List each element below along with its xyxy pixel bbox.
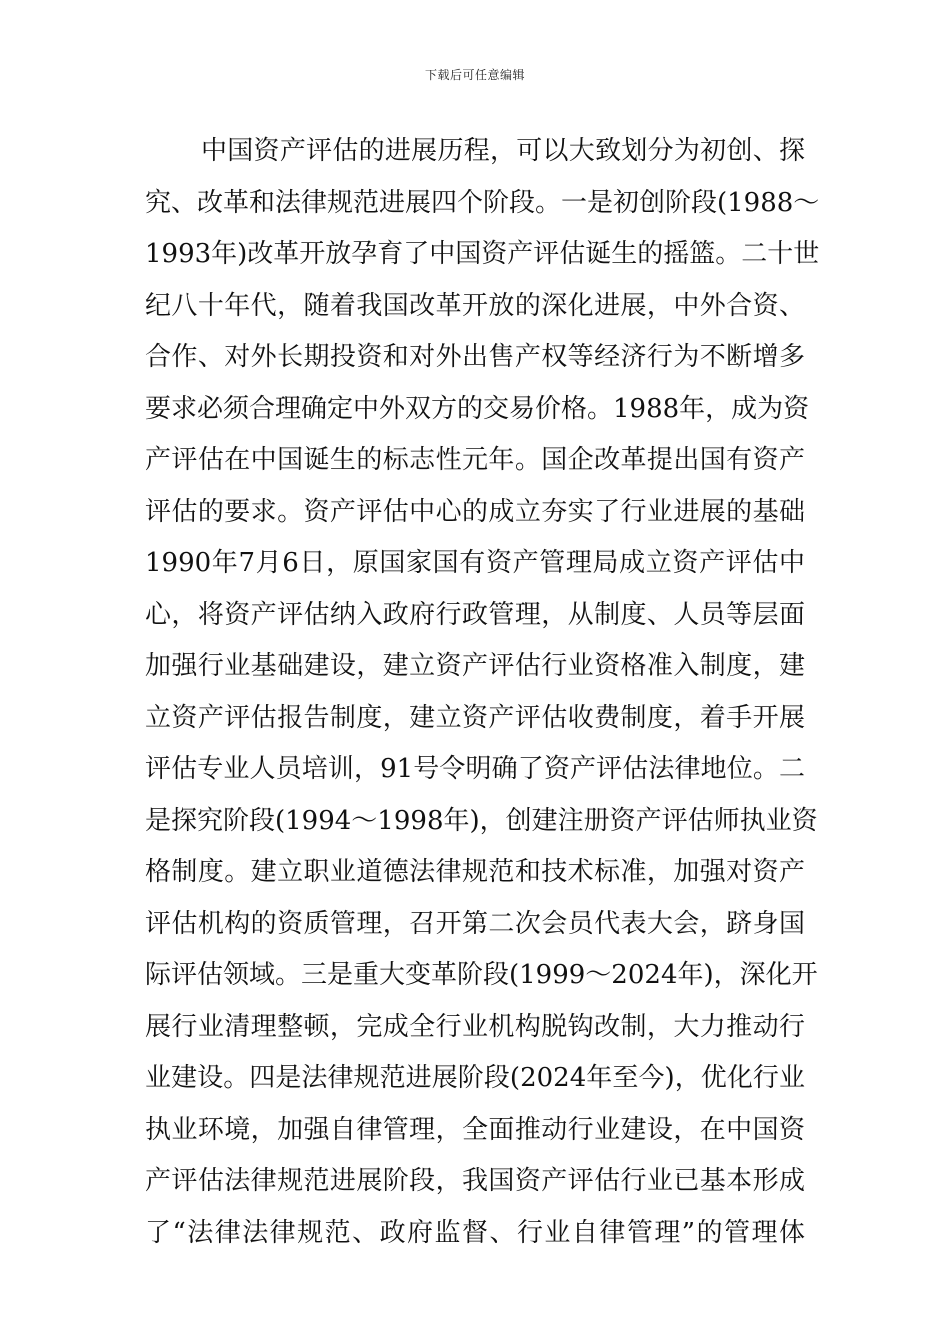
text-line: 1990年7月6日，原国家国有资产管理局成立资产评估中 xyxy=(145,548,805,578)
text-line: 究、改革和法律规范进展四个阶段。一是初创阶段(1988～ xyxy=(145,187,820,218)
text-line: 产评估在中国诞生的标志性元年。国企改革提出国有资产 xyxy=(145,445,805,475)
text-line: 1993年)改革开放孕育了中国资产评估诞生的摇篮。二十世 xyxy=(145,239,820,269)
text-line: 了“法律法律规范、政府监督、行业自律管理”的管理体 xyxy=(145,1217,805,1248)
text-line: 合作、对外长期投资和对外出售产权等经济行为不断增多 xyxy=(145,342,805,372)
text-line: 评估机构的资质管理，召开第二次会员代表大会，跻身国 xyxy=(145,908,805,939)
text-line: 业建设。四是法律规范进展阶段(2024年至今)，优化行业 xyxy=(145,1063,805,1093)
text-line: 执业环境，加强自律管理，全面推动行业建设，在中国资 xyxy=(145,1114,805,1145)
text-line: 评估专业人员培训，91号令明确了资产评估法律地位。二 xyxy=(145,754,805,784)
text-line: 格制度。建立职业道德法律规范和技术标准，加强对资产 xyxy=(145,857,805,887)
text-line: 立资产评估报告制度，建立资产评估收费制度，着手开展 xyxy=(145,702,805,733)
text-line: 要求必须合理确定中外双方的交易价格。1988年，成为资 xyxy=(145,393,810,424)
text-line: 是探究阶段(1994～1998年)，创建注册资产评估师执业资 xyxy=(145,805,818,836)
text-line: 加强行业基础建设，建立资产评估行业资格准入制度，建 xyxy=(145,651,805,681)
text-line: 际评估领域。三是重大变革阶段(1999～2024年)，深化开 xyxy=(145,960,818,990)
text-line: 产评估法律规范进展阶段，我国资产评估行业已基本形成 xyxy=(145,1166,805,1196)
text-line: 中国资产评估的进展历程，可以大致划分为初创、探 xyxy=(201,136,805,166)
text-line: 评估的要求。资产评估中心的成立夯实了行业进展的基础 xyxy=(145,496,805,527)
text-line: 心，将资产评估纳入政府行政管理，从制度、人员等层面 xyxy=(145,599,805,630)
body-paragraph xyxy=(145,126,820,1259)
text-line: 展行业清理整顿，完成全行业机构脱钩改制，大力推动行 xyxy=(145,1011,805,1042)
header-note: 下载后可任意编辑 xyxy=(424,68,525,82)
text-line: 纪八十年代，随着我国改革开放的深化进展，中外合资、 xyxy=(145,290,805,321)
